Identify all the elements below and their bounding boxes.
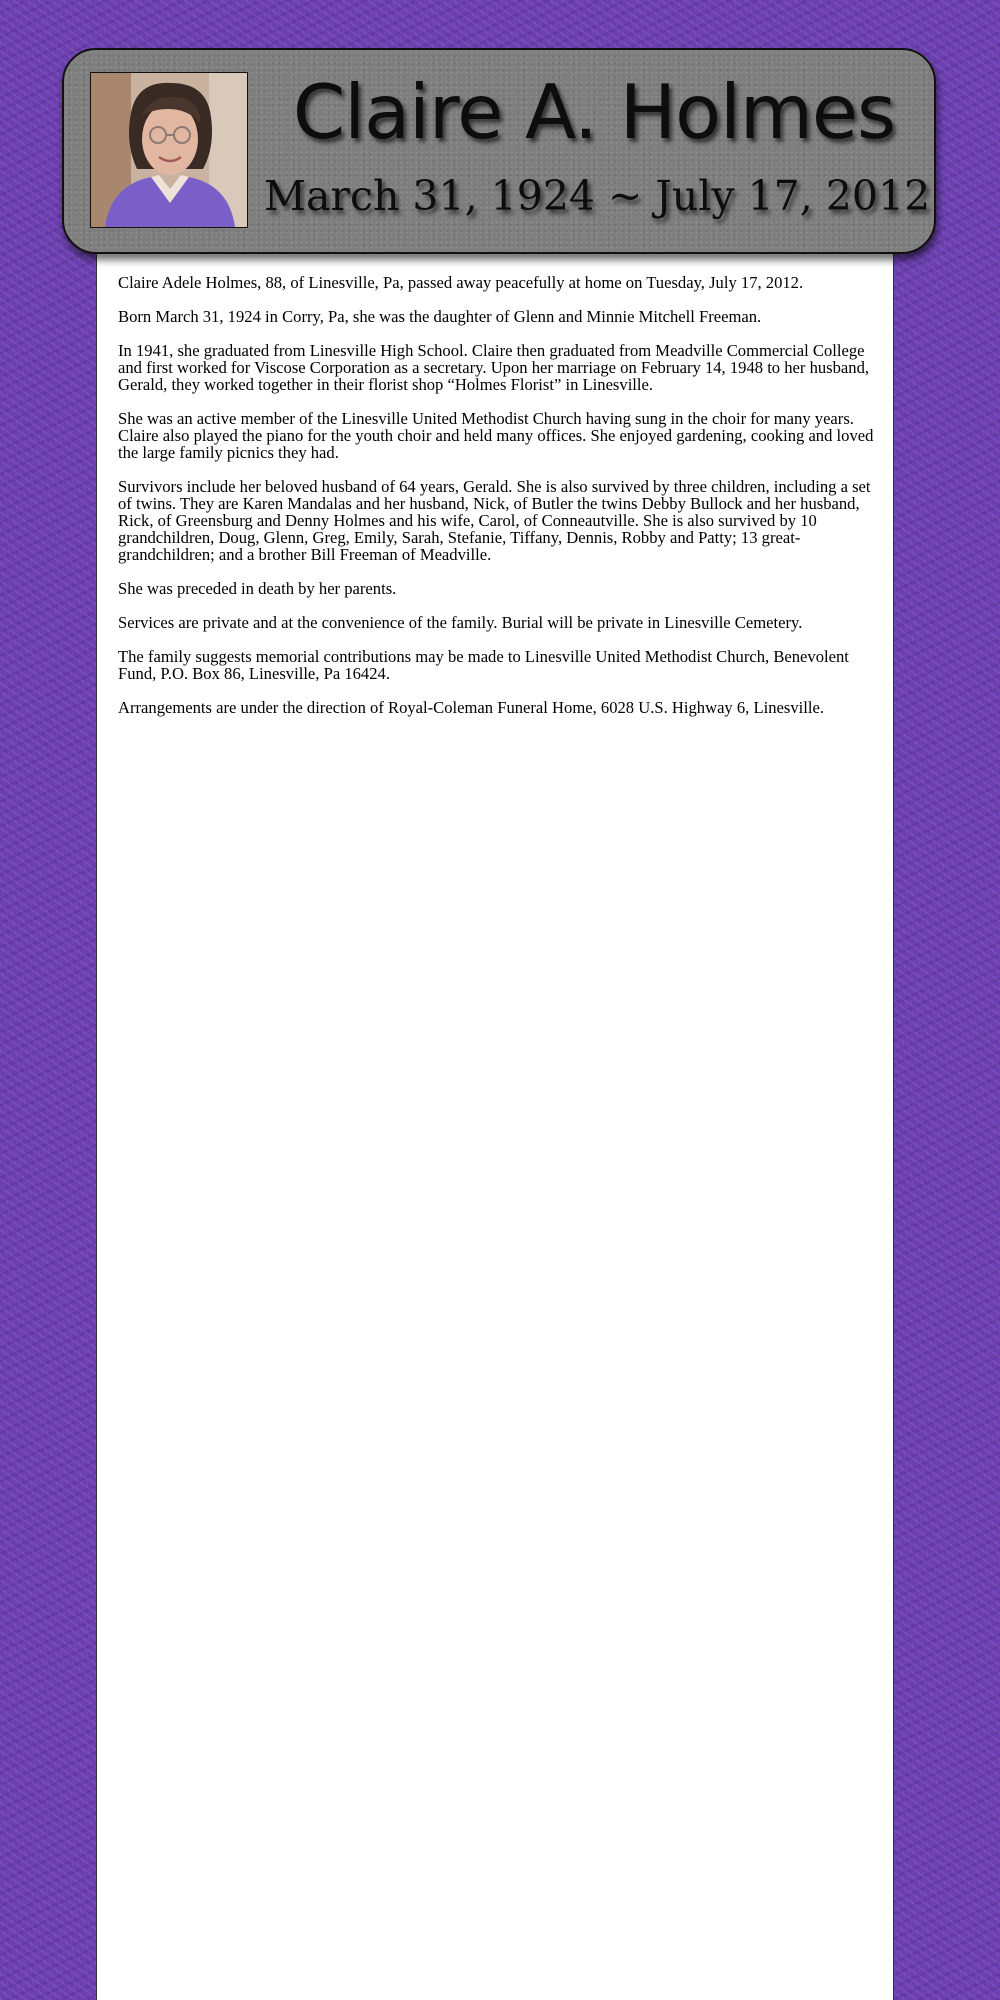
obituary-paragraph: Born March 31, 1924 in Corry, Pa, she was the daughter of Glenn and Minnie Mitchell Freeman. <box>118 307 762 326</box>
obituary-paragraph: Survivors include her beloved husband of 64 years, Gerald. She is also survived by three children, including a set of twins. They are Karen Mandalas and her husband, Nick, of Butler the twins Debby Bullock and her husband, Rick, of Greensburg and Denny Holmes and his wife, Carol, of Conneautville. She is also survived by 10 grandchildren, Doug, Glenn, Greg, Emily, Sarah, Stefanie, Tiffany, Dennis, Robby and Patty; 13 great-grandchildren; and a brother Bill Freeman of Meadville. <box>118 477 871 564</box>
obituary-text <box>118 274 888 733</box>
obituary-paragraph: In 1941, she graduated from Linesville High School. Claire then graduated from Meadville Commercial College and first worked for Viscose Corporation as a secretary. Upon her marriage on February 14, 1948 to her husband, Gerald, they worked together in their florist shop “Holmes Florist” in Linesville. <box>118 341 870 394</box>
life-dates: March 31, 1924 ~ July 17, 2012 <box>264 172 931 220</box>
obituary-paragraph: Services are private and at the convenience of the family. Burial will be private in Linesville Cemetery. <box>118 613 803 632</box>
deceased-name: Claire A. Holmes <box>292 68 896 156</box>
obituary-paragraph: She was an active member of the Linesville United Methodist Church having sung in the choir for many years. Claire also played the piano for the youth choir and held many offices. She enjoyed gardening, cooking and loved the large family picnics they had. <box>118 409 874 462</box>
obituary-paragraph: She was preceded in death by her parents. <box>118 579 397 598</box>
obituary-paragraph: Claire Adele Holmes, 88, of Linesville, Pa, passed away peacefully at home on Tuesday, July 17, 2012. <box>118 273 804 292</box>
header-banner <box>62 48 936 254</box>
portrait-photo <box>90 72 248 228</box>
obituary-paragraph: The family suggests memorial contributions may be made to Linesville United Methodist Church, Benevolent Fund, P.O. Box 86, Linesville, Pa 16424. <box>118 647 849 683</box>
obituary-paragraph: Arrangements are under the direction of Royal-Coleman Funeral Home, 6028 U.S. Highway 6, Linesville. <box>118 698 824 717</box>
